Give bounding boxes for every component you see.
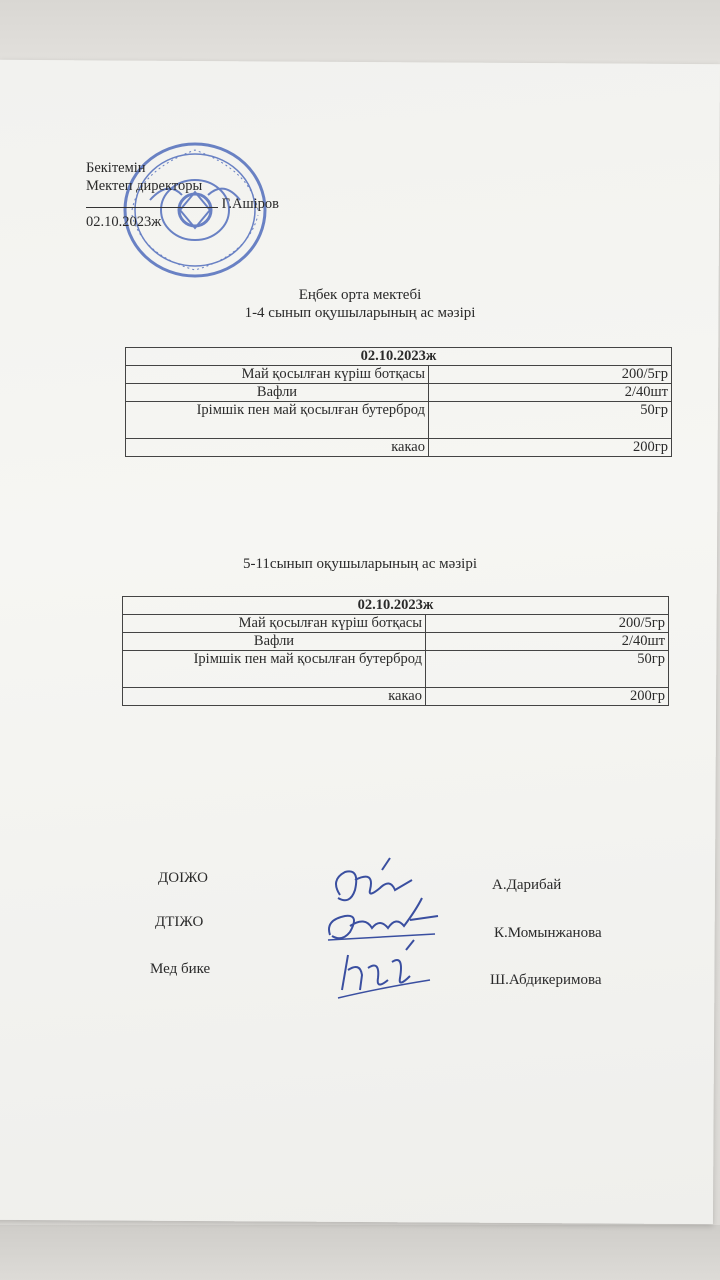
table-row [123,633,669,651]
table-date-row [123,597,669,615]
table-row [123,651,669,688]
director-name: Г.Ашіров [221,196,280,212]
signature-role-1: ДОІЖО [158,870,208,886]
dish-cell: Май қосылған күріш ботқасы [126,366,429,384]
signature-name-3: Ш.Абдикеримова [490,972,602,988]
menu-table-grades-1-4 [125,347,672,457]
section1-title: 1-4 сынып оқушыларының ас мәзірі [244,305,476,321]
dish-cell: Май қосылған күріш ботқасы [123,615,426,633]
dish-cell: Ірімшік пен май қосылған бутерброд [123,651,426,688]
approval-signature-line [86,195,279,213]
table-row [123,615,669,633]
signature-name-1: А.Дарибай [492,877,562,893]
table-date: 02.10.2023ж [126,348,672,366]
quantity-cell: 50гр [426,651,669,688]
approval-heading: Бекітемін [86,160,146,176]
table-row [126,402,672,439]
quantity-cell: 200/5гр [426,615,669,633]
dish-cell: Вафли [123,633,426,651]
table-date: 02.10.2023ж [123,597,669,615]
approval-position: Мектеп директоры [86,178,203,194]
dish-cell: Ірімшік пен май қосылған бутерброд [126,402,429,439]
signature-role-3: Мед бике [150,961,211,977]
dish-cell: Вафли [126,384,429,402]
school-name: Еңбек орта мектебі [298,287,422,303]
handwritten-signatures [320,850,440,1010]
dish-cell: какао [123,688,426,706]
section2-title: 5-11сынып оқушыларының ас мәзірі [242,556,478,572]
signature-name-2: К.Момынжанова [494,925,602,941]
table-row [126,439,672,457]
quantity-cell: 2/40шт [429,384,672,402]
signature-underline [86,195,218,208]
quantity-cell: 50гр [429,402,672,439]
quantity-cell: 200/5гр [429,366,672,384]
signature-role-2: ДТІЖО [155,914,204,930]
background-surface [0,1225,720,1280]
table-row [126,366,672,384]
quantity-cell: 200гр [429,439,672,457]
table-date-row [126,348,672,366]
table-row [123,688,669,706]
quantity-cell: 200гр [426,688,669,706]
approval-date: 02.10.2023ж [86,214,162,230]
dish-cell: какао [126,439,429,457]
approval-block [86,159,279,231]
quantity-cell: 2/40шт [426,633,669,651]
menu-table-grades-5-11 [122,596,669,706]
table-row [126,384,672,402]
